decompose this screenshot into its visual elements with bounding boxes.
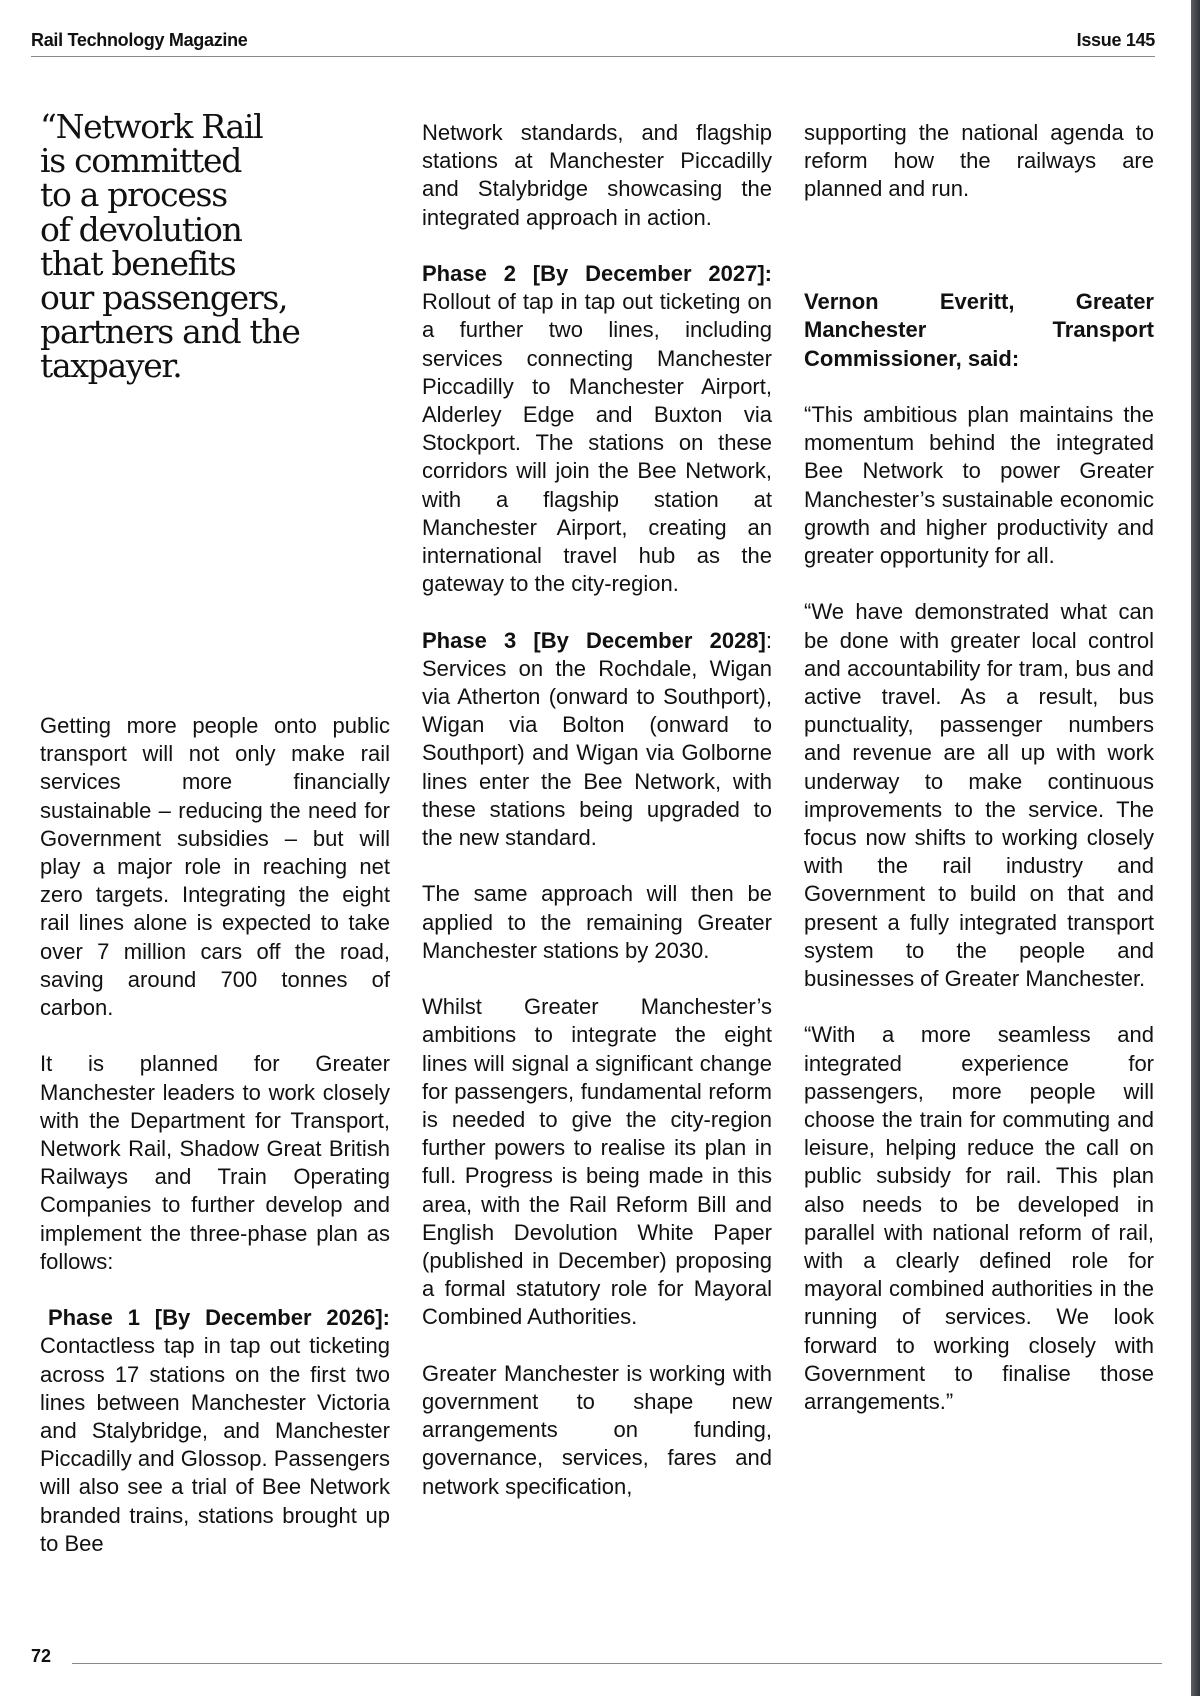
pull-quote-line: that benefits	[40, 243, 236, 283]
pull-quote-line: taxpayer.	[40, 346, 182, 386]
paragraph-phase-1-continued: Network standards, and flagship stations at Manchester Piccadilly and Stalybridge showcasing the integrated approach in action.	[422, 120, 772, 230]
page-edge-shadow	[1191, 0, 1200, 1696]
column-spacer	[804, 232, 1154, 288]
pull-quote-line: our passengers,	[40, 278, 288, 318]
pull-quote-line: of devolution	[40, 209, 242, 249]
paragraph-plan-intro: It is planned for Greater Manchester leaders to work closely with the Department for Transport, Network Rail, Shadow Great British Railways and Train Operating Companies to further develop and implement the three-phase plan as follows:	[40, 1051, 390, 1274]
paragraph-reform: Whilst Greater Manchester’s ambitions to integrate the eight lines will signal a significant change for passengers, fundamental reform is needed to give the city-region further powers to realise its plan in full. Progress is being made in this area, with the Rail Reform Bill and English Devolution White Paper (published in December) proposing a formal statutory role for Mayoral Combined Authorities.	[422, 994, 772, 1330]
pull-quote-line: “Network Rail	[40, 107, 263, 146]
phase-3-body: : Services on the Rochdale, Wigan via Atherton (onward to Southport), Wigan via Bolton (onward to Southport) and Wigan via Golborne lines enter the Bee Network, with these stations being upgraded to the new standard.	[422, 627, 772, 851]
paragraph-remaining-stations: The same approach will then be applied to the remaining Greater Manchester stations by 2030.	[422, 881, 772, 963]
page-header	[31, 30, 1155, 57]
phase-3-heading: Phase 3 [By December 2028]	[422, 627, 766, 653]
phase-1-body: Contactless tap in tap out ticketing across 17 stations on the first two lines between Manchester Victoria and Stalybridge, and Manchester Piccadilly and Glossop. Passengers will also see a trial of Bee Network branded trains, stations brought up to Bee	[40, 1333, 390, 1556]
paragraph-working-with-government: Greater Manchester is working with government to shape new arrangements on funding, governance, services, fares and network specification,	[422, 1360, 772, 1499]
phase-2-body: Rollout of tap in tap out ticketing on a further two lines, including services connecting Manchester Piccadilly to Manchester Airport, Alderley Edge and Buxton via Stockport. The stations on these corridors will join the Bee Network, with a flagship station at Manchester Airport, creating an international travel hub as the gateway to the city-region.	[422, 289, 772, 597]
pull-quote-line: is committed	[40, 141, 242, 181]
article-column-1	[40, 712, 390, 1586]
paragraph-national-agenda: supporting the national agenda to reform how the railways are planned and run.	[804, 120, 1154, 202]
issue-number: Issue 145	[1076, 30, 1155, 50]
page-number: 72	[31, 1646, 52, 1666]
article-column-2	[422, 119, 772, 1529]
quote-paragraph-1: “This ambitious plan maintains the momentum behind the integrated Bee Network to power Greater Manchester’s sustainable economic growth and higher productivity and greater opportunity for all.	[804, 401, 1154, 568]
pull-quote	[40, 107, 360, 386]
article-column-3	[804, 119, 1154, 1444]
footer-rule	[72, 1663, 1162, 1664]
paragraph-public-transport: Getting more people onto public transport will not only make rail services more financially sustainable – reducing the need for Government subsidies – but will play a major role in reaching net zero targets. Integrating the eight rail lines alone is expected to take over 7 million cars off the road, saving around 700 tonnes of carbon.	[40, 713, 390, 1021]
pull-quote-line: to a process	[40, 175, 227, 215]
speaker-attribution: Vernon Everitt, Greater Manchester Transport Commissioner, said:	[804, 289, 1154, 371]
pull-quote-line: partners and the	[40, 312, 300, 352]
quote-paragraph-3: “With a more seamless and integrated experience for passengers, more people will choose the train for commuting and leisure, helping reduce the call on public subsidy for rail. This plan also needs to be developed in parallel with national reform of rail, with a clearly defined role for mayoral combined authorities in the running of services. We look forward to working closely with Government to finalise those arrangements.”	[804, 1022, 1154, 1415]
paragraph-phase-1	[40, 1304, 390, 1558]
paragraph-phase-3	[422, 627, 772, 853]
page-footer	[31, 1646, 1162, 1670]
paragraph-phase-2	[422, 260, 772, 598]
phase-1-heading: Phase 1 [By December 2026]:	[48, 1305, 390, 1331]
magazine-title: Rail Technology Magazine	[31, 30, 248, 50]
phase-2-heading: Phase 2 [By December 2027]:	[422, 261, 772, 286]
quote-paragraph-2: “We have demonstrated what can be done with greater local control and accountability for tram, bus and active travel. As a result, bus punctuality, passenger numbers and revenue are all up with work underway to make continuous improvements to the service. The focus now shifts to working closely with the rail industry and Government to build on that and present a fully integrated transport system to the people and businesses of Greater Manchester.	[804, 599, 1154, 992]
